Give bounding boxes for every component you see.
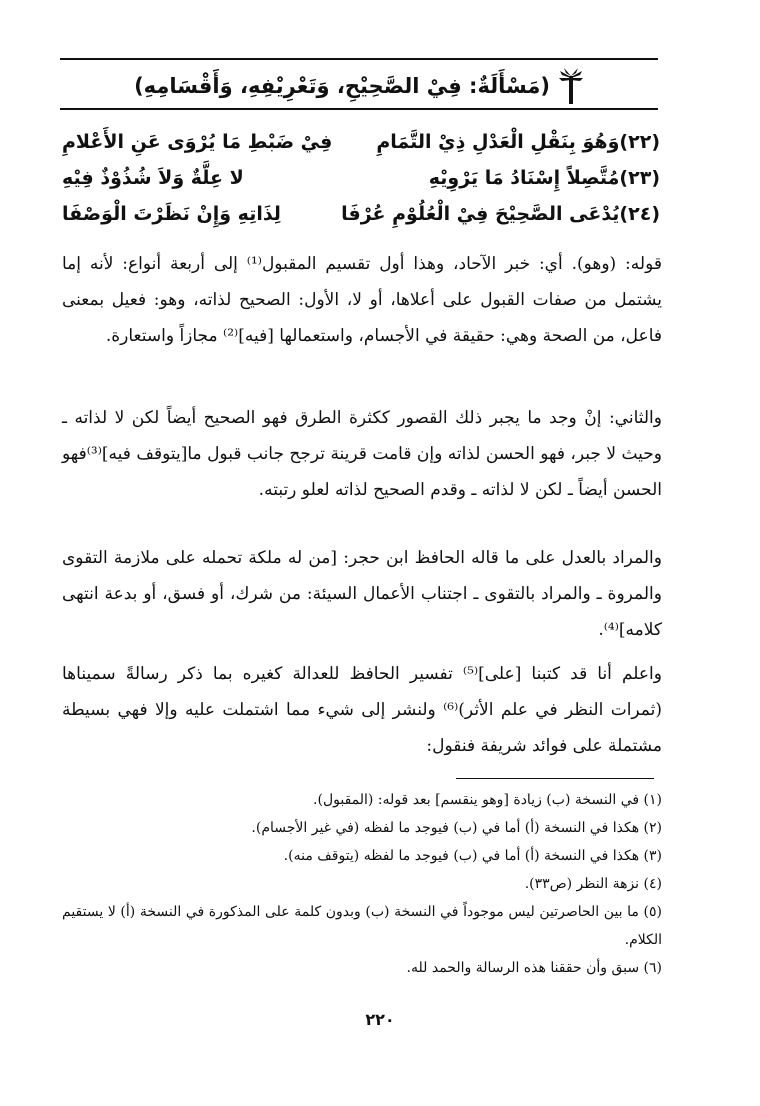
footnotes: [62, 786, 662, 982]
section-title: (مَسْأَلَةٌ: فِيْ الصَّحِيْحِ، وَتَعْرِيْفِهِ، وَأَقْسَامِهِ): [134, 74, 550, 98]
header-rule-bottom: [60, 108, 658, 110]
palm-ornament-icon: [558, 68, 584, 104]
body-paragraph: والمراد بالعدل على ما قاله الحافظ ابن حجر: [من له ملكة تحمله على ملازمة التقوى والمروة ـ والمراد بالتقوى ـ اجتناب الأعمال السيئة: من شرك، أو فسق، أو بدعة انتهى كلامه]⁽⁴⁾.: [62, 548, 662, 640]
body-paragraph: قوله: (وهو). أي: خبر الآحاد، وهذا أول تقسيم المقبول⁽¹⁾ إلى أربعة أنواع: لأنه إما يشتمل من صفات القبول على أعلاها، أو لا، الأول: الصحيح لذاته، وهو: فعيل بمعنى فاعل، من الصحة وهي: حقيقة في الأجسام، واستعمالها [فيه]⁽²⁾ مجازاً واستعارة.: [62, 254, 662, 346]
verse-second-hemistich: فِيْ ضَبْطِ مَا يُرْوَى عَنِ الأَعْلامِ: [62, 131, 333, 153]
body-paragraph: والثاني: إنْ وجد ما يجبر ذلك القصور ككثرة الطرق فهو الصحيح أيضاً لكن لا لذاته ـ وحيث لا جبر، فهو الحسن لذاته وإن قامت قرينة ترجح جانب قبول ما[يتوقف فيه]⁽³⁾فهو الحسن أيضاً ـ لكن لا لذاته ـ وقدم الصحيح لذاته لعلو رتبته.: [62, 408, 662, 500]
body-paragraph: واعلم أنا قد كتبنا [على]⁽⁵⁾ تفسير الحافظ للعدالة كغيره بما ذكر رسالةً سميناها (ثمرات النظر في علم الأثر)⁽⁶⁾ ولنشر إلى شيء مما اشتملت عليه وإلا فهي بسيطة مشتملة على فوائد شريفة فنقول:: [62, 664, 662, 756]
page-number: ٢٢٠: [365, 1010, 395, 1029]
footnote: (٦) سبق وأن حققنا هذه الرسالة والحمد لله.: [406, 960, 662, 976]
footnote: (٤) نزهة النظر (ص٣٣).: [524, 876, 662, 892]
verse-second-hemistich: لا عِلَّةٌ وَلاَ شُذُوْذٌ فِيْهِ: [62, 167, 244, 189]
section-header: [60, 66, 658, 106]
poem-verses: [62, 124, 660, 232]
footnote-separator: [456, 778, 654, 779]
footnote: (٢) هكذا في النسخة (أ) أما في (ب) فيوجد ما لفظه (في غير الأجسام).: [251, 820, 662, 836]
verse-line: [62, 124, 660, 160]
verse-line: [62, 196, 660, 232]
verse-first-hemistich: (٢٢)وَهُوَ بِنَقْلِ الْعَدْلِ ذِيْ التَّمَامِ: [376, 131, 660, 153]
verse-second-hemistich: لِذَاتِهِ وَإِنْ نَظَرْتَ الْوَصْفَا: [62, 203, 281, 225]
verse-first-hemistich: (٢٤)يُدْعَى الصَّحِيْحَ فِيْ الْعُلُوْمِ عُرْفَا: [341, 203, 660, 225]
verse-line: [62, 160, 660, 196]
verse-first-hemistich: (٢٣)مُتَّصِلاً إِسْنَادُ مَا يَرْوِيْهِ: [428, 167, 660, 189]
footnote: (٥) ما بين الحاصرتين ليس موجوداً في النسخة (ب) وبدون كلمة على المذكورة في النسخة (أ) لا يستقيم الكلام.: [62, 904, 662, 948]
header-rule-top: [60, 58, 658, 60]
footnote: (١) في النسخة (ب) زيادة [وهو ينقسم] بعد قوله: (المقبول).: [313, 792, 662, 808]
footnote: (٣) هكذا في النسخة (أ) أما في (ب) فيوجد ما لفظه (يتوقف منه).: [283, 848, 662, 864]
